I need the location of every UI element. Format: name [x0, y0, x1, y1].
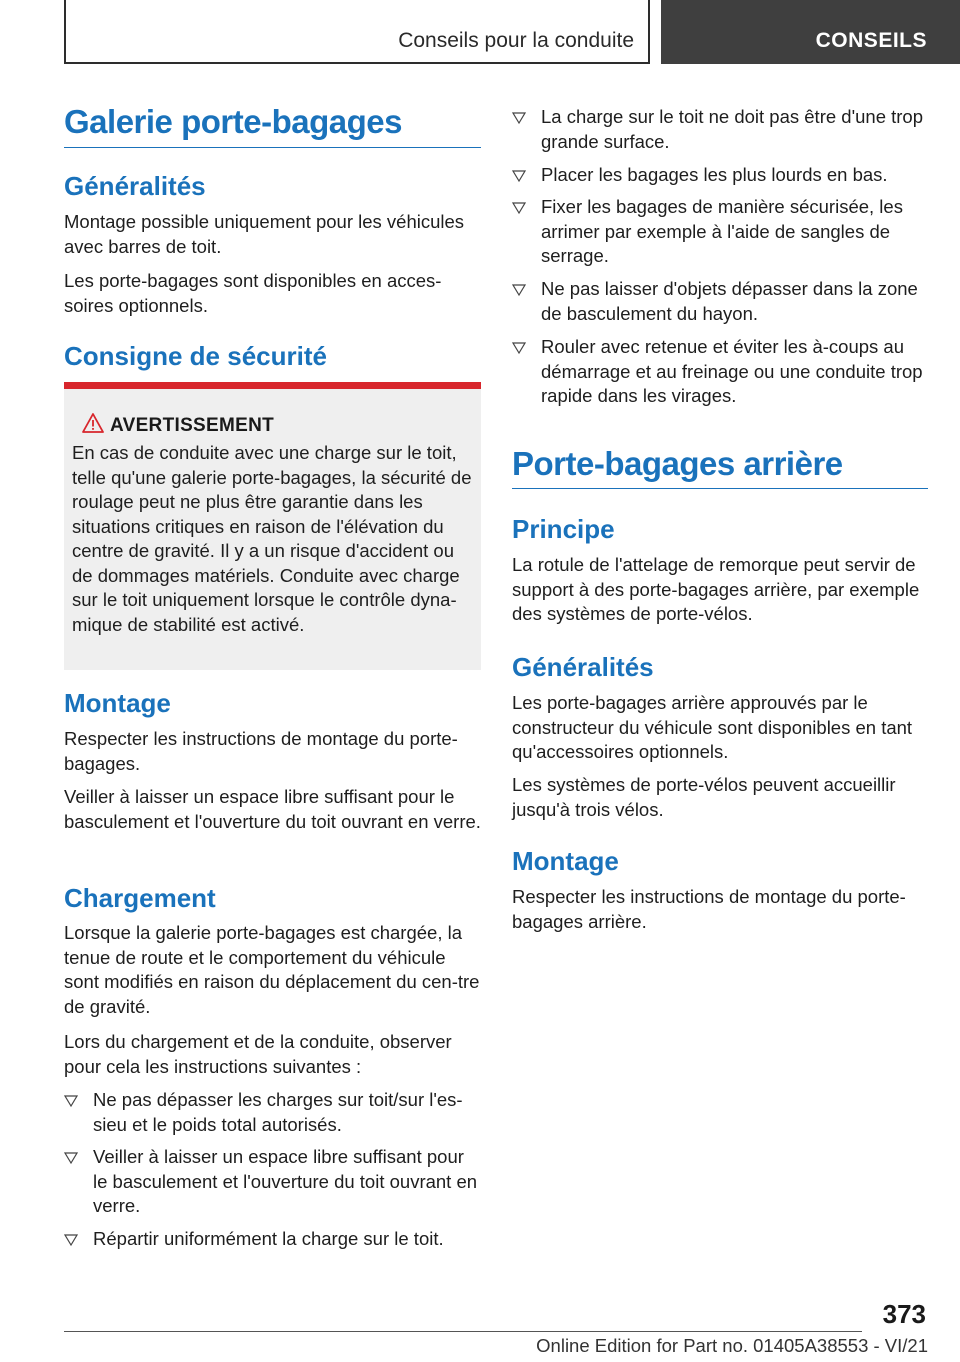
- heading-generalites: Généralités: [64, 171, 206, 201]
- list-item-text: La charge sur le toit ne doit pas être d'une trop grande surface.: [541, 106, 923, 152]
- title-divider: [64, 147, 481, 148]
- paragraph: La rotule de l'attelage de remorque peut servir de support à des porte-bagages arrière, par exemple des systèmes de porte-vélos.: [512, 554, 920, 624]
- paragraph: Lors du chargement et de la conduite, observer pour cela les instructions suivantes :: [64, 1031, 452, 1077]
- triangle-bullet-icon: [64, 1088, 78, 1112]
- page-title-roof-rack: Galerie porte-bagages: [64, 103, 402, 140]
- list-item-text: Ne pas laisser d'objets dépasser dans la zone de basculement du hayon.: [541, 278, 918, 324]
- paragraph: Veiller à laisser un espace libre suffisant pour le basculement et l'ouverture du toit ouvrant en verre.: [64, 786, 481, 832]
- triangle-bullet-icon: [512, 105, 526, 129]
- list-item-text: Fixer les bagages de manière sécurisée, les arrimer par exemple à l'aide de sangles de serrage.: [541, 196, 903, 266]
- warning-triangle-icon: [82, 413, 104, 433]
- paragraph: Les systèmes de porte-vélos peuvent accueillir jusqu'à trois vélos.: [512, 774, 896, 820]
- heading-montage: Montage: [64, 688, 171, 718]
- paragraph: Montage possible uniquement pour les véhicules avec barres de toit.: [64, 211, 465, 257]
- title-divider: [512, 488, 928, 489]
- triangle-bullet-icon: [64, 1227, 78, 1251]
- heading-montage: Montage: [512, 846, 619, 876]
- header-section-label: Conseils pour la conduite: [398, 29, 634, 52]
- list-item-text: Ne pas dépasser les charges sur toit/sur l'es-sieu et le poids total autorisés.: [93, 1089, 463, 1135]
- list-item-text: Répartir uniformément la charge sur le toit.: [93, 1228, 444, 1249]
- heading-chargement: Chargement: [64, 883, 216, 913]
- list-item-text: Rouler avec retenue et éviter les à-coups au démarrage et au freinage ou une conduite trop rapide dans les virages.: [541, 336, 923, 406]
- paragraph: Respecter les instructions de montage du porte-bagages.: [64, 728, 458, 774]
- triangle-bullet-icon: [64, 1145, 78, 1169]
- header-section-tab: [64, 0, 650, 64]
- heading-principe: Principe: [512, 514, 615, 544]
- paragraph: Les porte-bagages arrière approuvés par le constructeur du véhicule sont disponibles en tant qu'accessoires optionnels.: [512, 692, 913, 762]
- header-chapter-tab: [661, 0, 960, 64]
- footer-divider: [64, 1331, 862, 1332]
- triangle-bullet-icon: [512, 277, 526, 301]
- header-chapter-label: CONSEILS: [815, 29, 927, 52]
- warning-text: En cas de conduite avec une charge sur le toit, telle qu'une galerie porte-bagages, la sécurité de roulage peut ne plus être garantie dans les situations critiques en raison de l'élévation du centre de gravité. Il y a un risque d'accident ou de dommages matériels. Conduite avec charge sur le toit uniquement lorsque le contrôle dyna-mique de stabilité est activé.: [72, 442, 472, 635]
- paragraph: Les porte-bagages sont disponibles en acces-soires optionnels.: [64, 270, 442, 316]
- heading-safety: Consigne de sécurité: [64, 341, 327, 371]
- footer-edition: Online Edition for Part no. 01405A38553 - VI/21: [536, 1335, 928, 1356]
- paragraph: Lorsque la galerie porte-bagages est chargée, la tenue de route et le comportement du véhicule sont modifiés en raison du déplacement du cen-tre de gravité.: [64, 922, 480, 1017]
- paragraph: Respecter les instructions de montage du porte-bagages arrière.: [512, 886, 906, 932]
- list-item-text: Placer les bagages les plus lourds en bas.: [541, 164, 888, 185]
- triangle-bullet-icon: [512, 335, 526, 359]
- section-title-rear-rack: Porte-bagages arrière: [512, 445, 843, 482]
- warning-box: [64, 382, 481, 670]
- heading-generalites: Généralités: [512, 652, 654, 682]
- triangle-bullet-icon: [512, 163, 526, 187]
- list-item-text: Veiller à laisser un espace libre suffisant pour le basculement et l'ouverture du toit ouvrant en verre.: [93, 1146, 478, 1216]
- triangle-bullet-icon: [512, 195, 526, 219]
- page-number: 373: [882, 1299, 926, 1329]
- warning-title: AVERTISSEMENT: [110, 415, 275, 436]
